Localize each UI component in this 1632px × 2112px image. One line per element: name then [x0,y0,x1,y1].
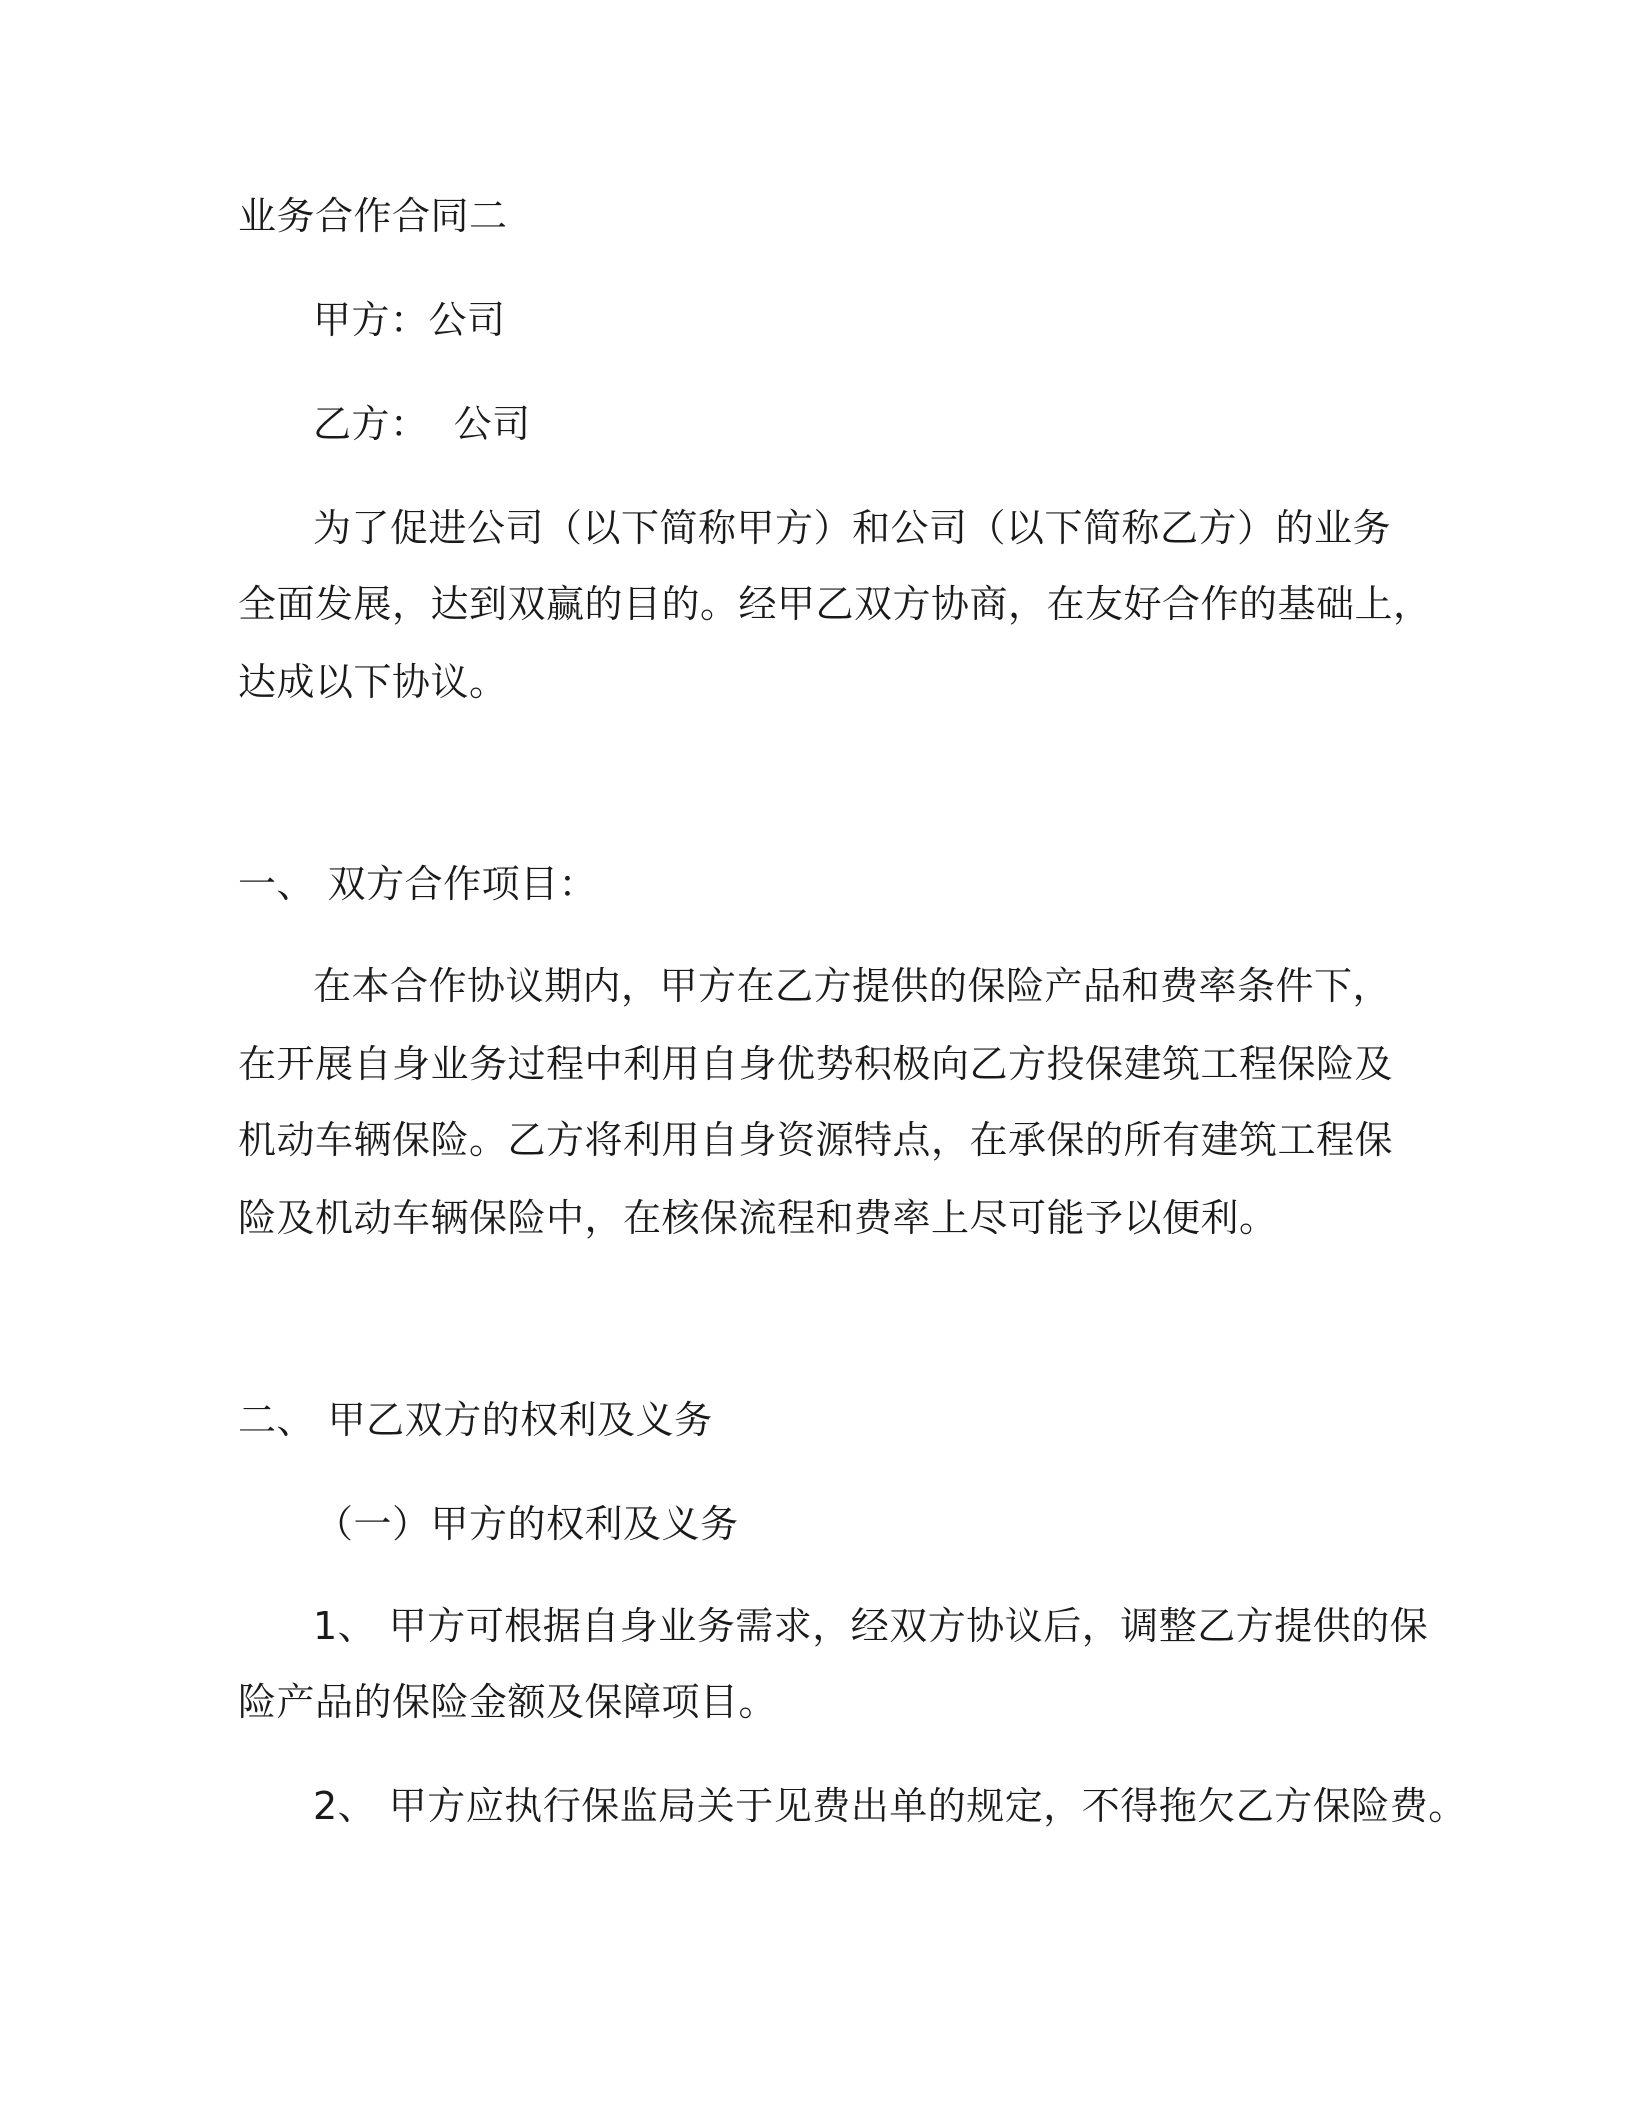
document-title: 业务合作合同二 [238,194,508,238]
preamble-line-3: 达成以下协议。 [238,660,508,704]
section-1-line-1: 在本合作协议期内，甲方在乙方提供的保险产品和费率条件下， [313,964,1392,1008]
section-1-line-3: 机动车辆保险。乙方将利用自身资源特点，在承保的所有建筑工程保 [238,1118,1394,1162]
section-1-heading: 一、 双方合作项目： [238,862,598,906]
item-1-line-2: 险产品的保险金额及保障项目。 [238,1680,778,1724]
preamble-line-2: 全面发展，达到双赢的目的。经甲乙双方协商，在友好合作的基础上， [238,582,1432,626]
section-1-line-4: 险及机动车辆保险中，在核保流程和费率上尽可能予以便利。 [238,1196,1278,1240]
section-2-subheading: （一）甲方的权利及义务 [315,1502,739,1546]
item-1-line-1: 1、 甲方可根据自身业务需求，经双方协议后，调整乙方提供的保 [313,1604,1429,1648]
party-a-line: 甲方：公司 [313,298,506,342]
preamble-line-1: 为了促进公司（以下简称甲方）和公司（以下简称乙方）的业务 [313,506,1392,550]
party-b-line: 乙方： 公司 [313,402,531,446]
section-1-line-2: 在开展自身业务过程中利用自身优势积极向乙方投保建筑工程保险及 [238,1042,1394,1086]
section-2-heading: 二、 甲乙双方的权利及义务 [238,1398,713,1442]
item-2-line: 2、 甲方应执行保监局关于见费出单的规定，不得拖欠乙方保险费。 [313,1784,1467,1828]
